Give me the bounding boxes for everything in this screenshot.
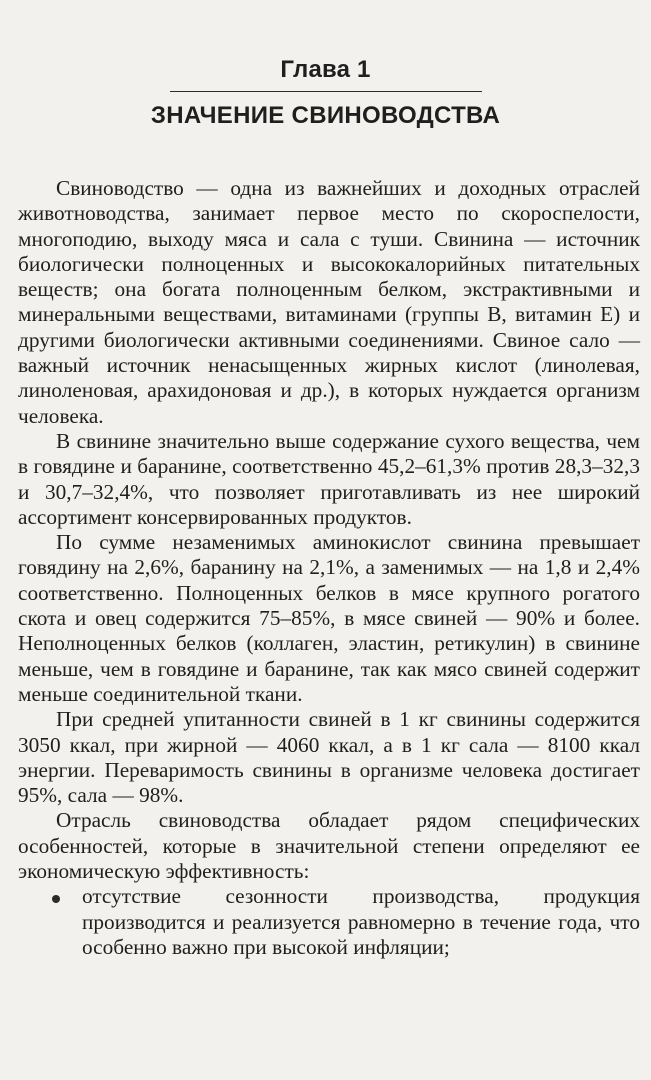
chapter-title: ЗНАЧЕНИЕ СВИНОВОДСТВА [150, 102, 501, 129]
list-item-text: отсутствие сезонности производства, продукция производится и реализуется равномерно в течение года, что особенно важно при высокой инфляции; [82, 884, 640, 959]
chapter-divider [170, 91, 482, 92]
list-item [18, 884, 640, 960]
chapter-label: Глава 1 [280, 56, 371, 83]
paragraph-4: При средней упитанности свиней в 1 кг свинины содержится 3050 ккал, при жирной — 4060 ккал, а в 1 кг сала — 8100 ккал энергии. Переваримость свинины в организме человека достигает 95%, сала — 98%. [18, 707, 640, 808]
paragraph-2: В свинине значительно выше содержание сухого вещества, чем в говядине и баранине, соответственно 45,2–61,3% против 28,3–32,3 и 30,7–32,4%, что позволяет приготавливать из нее широкий ассортимент консервированных продуктов. [18, 428, 640, 529]
paragraph-3: По сумме незаменимых аминокислот свинина превышает говядину на 2,6%, баранину на 2,1%, а заменимых — на 1,8 и 2,4% соответственно. Полноценных белков в мясе крупного рогатого скота и овец содержится 75–85%, в мясе свиней — 90% и более. Неполноценных белков (коллаген, эластин, ретикулин) в свинине меньше, чем в говядине и баранине, так как мясо свиней содержит меньше соединительной ткани. [18, 530, 640, 706]
feature-list [18, 884, 640, 960]
paragraph-5: Отрасль свиноводства обладает рядом специфических особенностей, которые в значительной степени определяют ее экономическую эффективность: [18, 808, 640, 884]
bullet-icon [52, 895, 60, 903]
chapter-body [18, 176, 640, 960]
paragraph-1: Свиноводство — одна из важнейших и доходных отраслей животноводства, занимает первое место по скороспелости, многоподию, выходу мяса и сала с туши. Свинина — источник биологически полноценных и высококалорийных питательных веществ; она богата полноценным белком, экстрактивными и минеральными веществами, витаминами (группы В, витамин Е) и другими биологически активными соединениями. Свиное сало — важный источник ненасыщенных жирных кислот (линолевая, линоленовая, арахидоновая и др.), в которых нуждается организм человека. [18, 176, 640, 428]
